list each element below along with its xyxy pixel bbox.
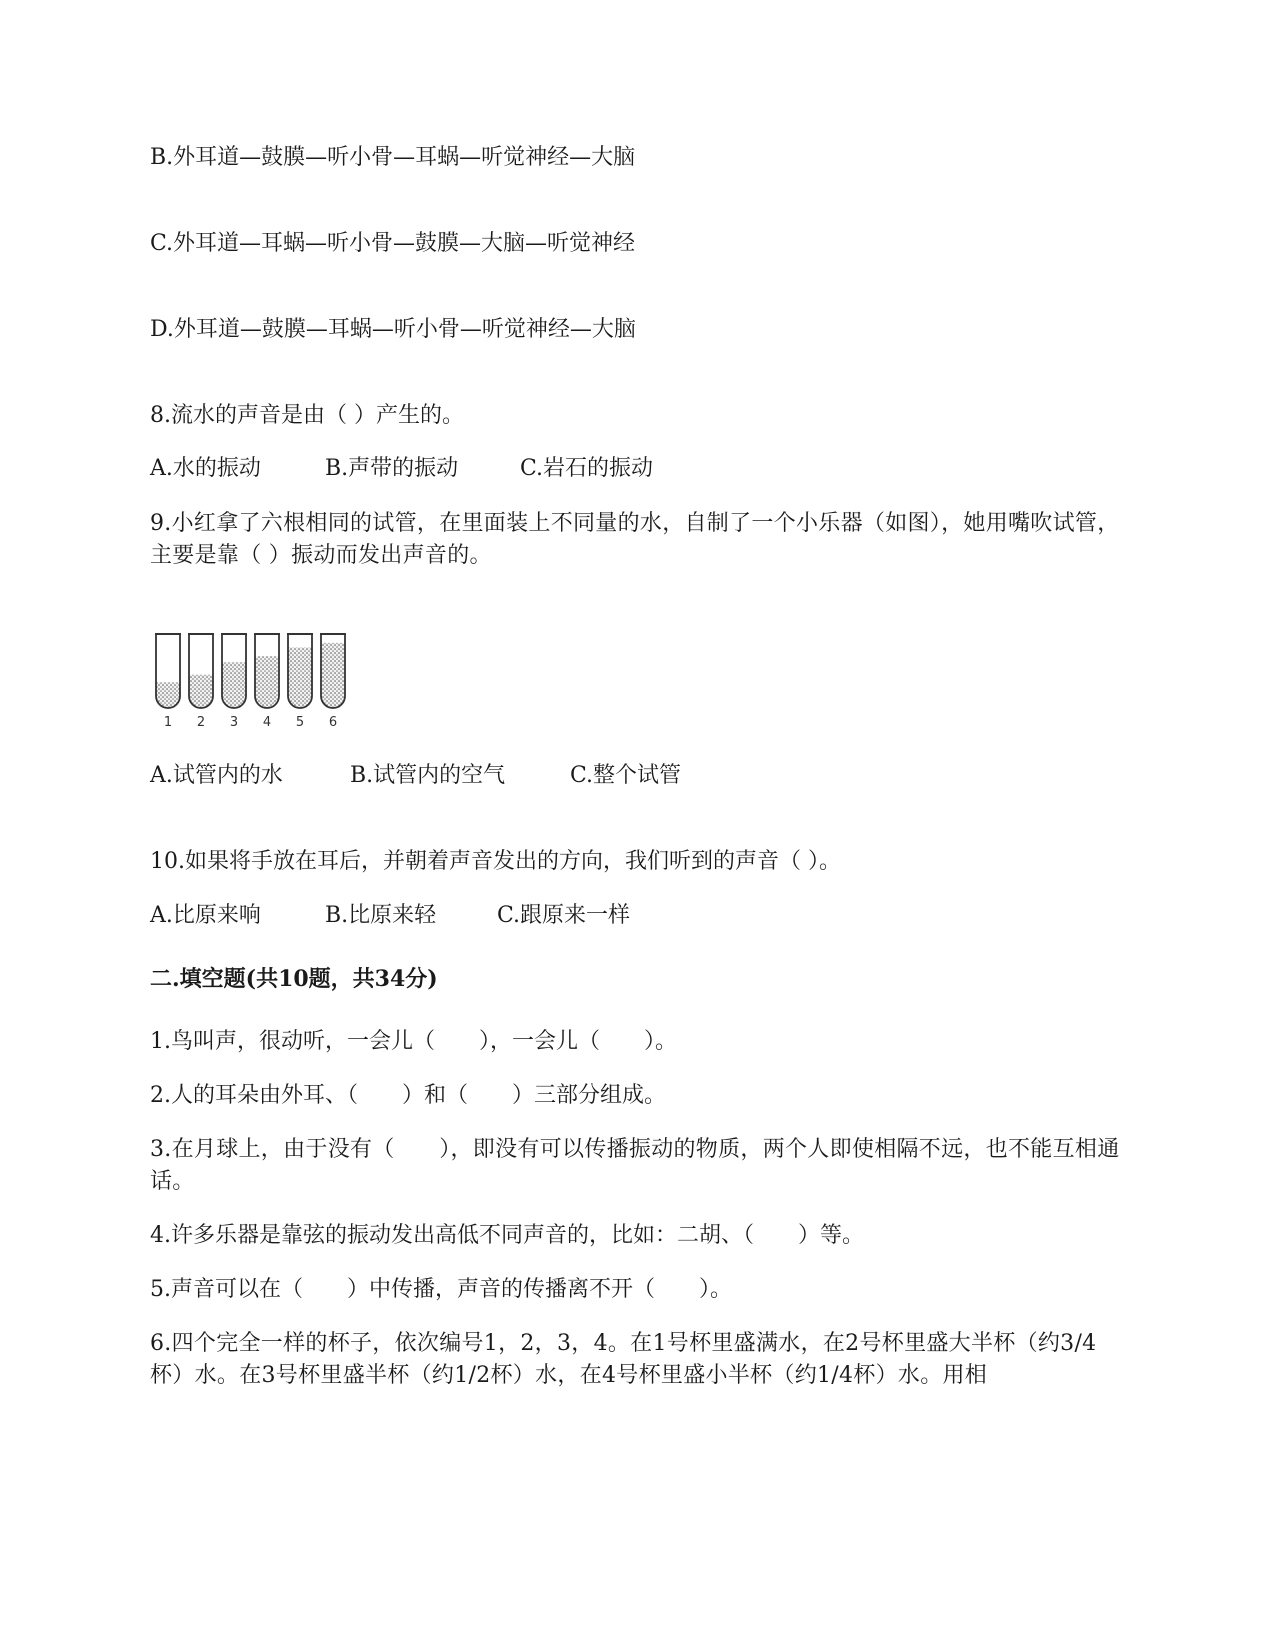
q9-option-c: C.整个试管 [570, 763, 682, 788]
q10-option-c: C.跟原来一样 [497, 903, 631, 928]
tube-label-5: 5 [295, 715, 305, 730]
q9-options [150, 760, 681, 792]
q9-stem: 9.小红拿了六根相同的试管，在里面装上不同量的水，自制了一个小乐器（如图），她用嘴吹试管，主要是靠（ ）振动而发出声音的。 [150, 511, 1120, 568]
tube-water-4 [255, 656, 279, 708]
q8-option-a: A.水的振动 [150, 456, 261, 481]
fill-q2: 2.人的耳朵由外耳、（ ）和（ ）三部分组成。 [150, 1083, 666, 1108]
q7-option-d: D.外耳道—鼓膜—耳蜗—听小骨—听觉神经—大脑 [150, 317, 636, 342]
tube-label-4: 4 [262, 715, 272, 730]
tube-water-6 [321, 643, 345, 708]
q8-stem: 8.流水的声音是由（ ）产生的。 [150, 403, 464, 428]
tube-water-5 [288, 647, 312, 708]
q9-option-b: B.试管内的空气 [350, 763, 506, 788]
q10-options [150, 900, 630, 932]
fill-q6: 6.四个完全一样的杯子，依次编号1，2，3，4。在1号杯里盛满水，在2号杯里盛大半杯（约3/4杯）水。在3号杯里盛半杯（约1/2杯）水，在4号杯里盛小半杯（约1/4杯）水。用相 [150, 1331, 1097, 1388]
q8-option-b: B.声带的振动 [325, 456, 459, 481]
q10-option-b: B.比原来轻 [325, 903, 437, 928]
q10-stem: 10.如果将手放在耳后，并朝着声音发出的方向，我们听到的声音（ ）。 [150, 849, 841, 874]
tube-label-1: 1 [163, 715, 173, 730]
tube-water-2 [189, 675, 213, 708]
tube-label-6: 6 [328, 715, 338, 730]
fill-q5: 5.声音可以在（ ）中传播，声音的传播离不开（ ）。 [150, 1277, 732, 1302]
section-2-heading: 二.填空题(共10题，共34分) [150, 966, 438, 992]
q8-options [150, 453, 653, 485]
test-tubes-figure [150, 628, 362, 740]
tube-label-3: 3 [229, 715, 239, 730]
q7-option-c: C.外耳道—耳蜗—听小骨—鼓膜—大脑—听觉神经 [150, 231, 636, 256]
fill-q4: 4.许多乐器是靠弦的振动发出高低不同声音的，比如：二胡、（ ）等。 [150, 1223, 864, 1248]
q8-option-c: C.岩石的振动 [520, 456, 654, 481]
tube-label-2: 2 [196, 715, 206, 730]
fill-q1: 1.鸟叫声，很动听，一会儿（ ），一会儿（ ）。 [150, 1029, 677, 1054]
q9-option-a: A.试管内的水 [150, 763, 283, 788]
tube-water-3 [222, 662, 246, 708]
fill-q3: 3.在月球上，由于没有（ ），即没有可以传播振动的物质，两个人即使相隔不远，也不能互相通话。 [150, 1137, 1120, 1194]
q10-option-a: A.比原来响 [150, 903, 261, 928]
q7-option-b: B.外耳道—鼓膜—听小骨—耳蜗—听觉神经—大脑 [150, 145, 636, 170]
